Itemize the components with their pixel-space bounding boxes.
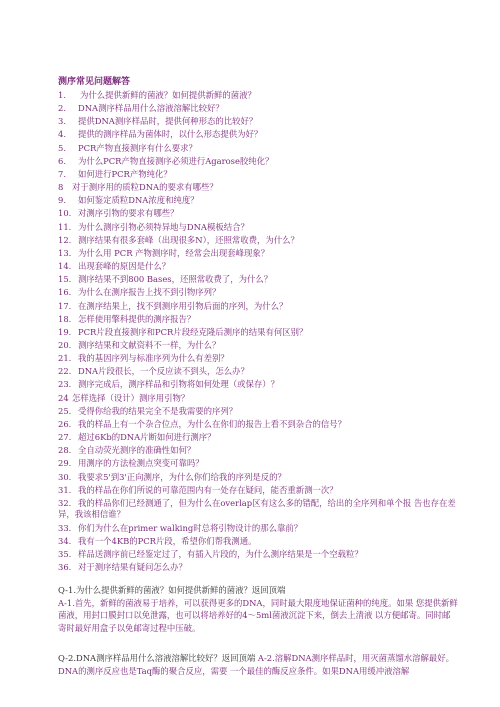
question-text[interactable]: 提供的测序样品为菌体时，以什么形态提供为好？ [78, 129, 263, 140]
question-number: 13. [58, 247, 72, 258]
question-text[interactable]: 测序结果不到800 Bases，还照常收费了，为什么？ [78, 274, 273, 285]
question-number: 1. [58, 90, 66, 100]
question-text[interactable]: 怎样使用擎科提供的测序报告？ [78, 313, 196, 324]
question-list-item[interactable] [58, 457, 458, 470]
question-list-item[interactable] [58, 378, 458, 391]
document-page [58, 76, 458, 677]
question-number: 20. [58, 339, 72, 350]
question-list-item[interactable] [58, 405, 458, 418]
question-list-item[interactable] [58, 392, 458, 405]
question-text[interactable]: 提供DNA测序样品时，提供何种形态的比较好？ [78, 116, 258, 127]
question-text[interactable]: 样品送测序前已经鉴定过了，有插入片段的，为什么测序结果是一个空载粒？ [78, 549, 363, 560]
question-list-item[interactable] [58, 181, 458, 194]
question-number: 10. [58, 208, 72, 219]
question-text[interactable]: 为什么用 PCR 产物测序时，经常会出现套峰现象？ [78, 247, 270, 258]
question-list-item[interactable] [58, 102, 458, 115]
question-list-item[interactable] [58, 548, 458, 561]
question-number: 12. [58, 234, 72, 245]
question-list-item[interactable] [58, 471, 458, 484]
question-number: 18. [58, 313, 72, 324]
question-number: 26. [58, 418, 72, 429]
question-text[interactable]: 我要求5'到3'正向测序，为什么你们给我的序列是反的？ [78, 471, 286, 482]
question-text[interactable]: 怎样选择（设计）测序用引物？ [72, 392, 190, 403]
question-text[interactable]: 对测序引物的要求有哪些？ [78, 208, 179, 219]
question-number: 3. [58, 116, 66, 127]
question-number: 28. [58, 445, 72, 456]
question-text[interactable]: 为什么测序引物必须特异地与DNA模板结合？ [78, 221, 249, 232]
question-number: 25. [58, 405, 72, 416]
answer-block-1 [58, 584, 458, 634]
question-list-item[interactable] [58, 89, 458, 102]
question-list-item[interactable] [58, 247, 458, 260]
question-list-item[interactable] [58, 286, 458, 299]
question-list-item[interactable] [58, 142, 458, 155]
question-text[interactable]: 测序结果有很多套峰（出现很多N），还照常收费，为什么？ [78, 234, 299, 245]
question-list-item[interactable] [58, 115, 458, 128]
question-number: 31. [58, 484, 72, 495]
question-list-item[interactable] [58, 339, 458, 352]
question-text[interactable]: DNA测序样品用什么溶液溶解比较好？ [78, 103, 224, 114]
question-number: 15. [58, 274, 72, 285]
question-number: 16. [58, 287, 72, 298]
question-list-item[interactable] [58, 221, 458, 234]
question-list-item[interactable] [58, 207, 458, 220]
question-list-item[interactable] [58, 234, 458, 247]
question-number: 17. [58, 300, 72, 311]
question-list-item[interactable] [58, 522, 458, 535]
question-text[interactable]: 为什么在测序报告上找不到引物序列？ [78, 287, 221, 298]
question-number: 8 [58, 182, 64, 193]
question-text[interactable]: 对于测序用的质粒DNA的要求有哪些？ [72, 182, 218, 193]
question-list-item[interactable] [58, 194, 458, 207]
question-list-item[interactable] [58, 313, 458, 326]
question-list-item[interactable] [58, 352, 458, 365]
question-text[interactable]: 对于测序结果有疑问怎么办？ [78, 562, 187, 573]
question-text[interactable]: 为什么提供新鲜的菌液？如何提供新鲜的菌液？ [80, 90, 256, 100]
question-list-item[interactable] [58, 273, 458, 286]
question-number: 33. [58, 522, 72, 533]
question-text[interactable]: PCR片段直接测序和PCR片段经克隆后测序的结果有何区别？ [78, 326, 308, 337]
question-text[interactable]: 测序完成后，测序样品和引物将如何处理（或保存）？ [78, 379, 279, 390]
question-text[interactable]: 我的样品你们已经测通了，但为什么在overlap区有这么多的错配，给出的全序列和单个报 告也存在差异，我该相信谁？ [58, 497, 456, 519]
answer-text-2: A-2.溶解DNA测序样品时，用灭菌蒸馏水溶解最好。DNA的测序反应也是Taq酶的聚合反应，需要 一个最佳的酶反应条件。如果DNA用缓冲液溶解 [58, 653, 454, 676]
question-text[interactable]: 全自动荧光测序的准确性如何？ [78, 445, 196, 456]
answer-question-1: Q-1.为什么提供新鲜的菌液？如何提供新鲜的菌液？返回顶端 [58, 585, 286, 596]
question-number: 30. [58, 471, 72, 482]
question-list-item[interactable] [58, 260, 458, 273]
question-text[interactable]: 测序结果和文献资料不一样，为什么？ [78, 339, 221, 350]
question-list-item[interactable] [58, 326, 458, 339]
question-number: 35. [58, 549, 72, 560]
answer-question-2: Q-2.DNA测序样品用什么溶液溶解比较好？返回顶端 [58, 653, 256, 664]
question-number: 32. [58, 497, 72, 508]
question-text[interactable]: 如何鉴定质粒DNA浓度和纯度？ [78, 195, 199, 206]
question-list-item[interactable] [58, 300, 458, 313]
question-number: 21. [58, 353, 72, 364]
question-text[interactable]: 如何进行PCR产物纯化？ [78, 168, 172, 179]
question-list-item[interactable] [58, 498, 458, 520]
question-number: 5. [58, 142, 66, 153]
question-number: 23. [58, 379, 72, 390]
question-text[interactable]: 我的样品在你们所说的可靠范围内有一处存在疑问，能否重新测一次？ [78, 484, 338, 495]
question-text[interactable]: 用测序的方法检测点突变可靠吗？ [78, 458, 204, 469]
question-list-item[interactable] [58, 168, 458, 181]
question-number: 4. [58, 129, 66, 140]
question-text[interactable]: 出现套峰的原因是什么？ [78, 261, 171, 272]
question-list-item[interactable] [58, 484, 458, 497]
question-text[interactable]: 超过6Kb的DNA片断如何进行测序？ [78, 432, 216, 443]
question-text[interactable]: 受得你给我的结果完全不是我需要的序列？ [78, 405, 238, 416]
question-text[interactable]: 你们为什么在primer walking时总将引物设计的那么靠前？ [78, 522, 303, 533]
question-text[interactable]: 为什么PCR产物直接测序必须进行Agarose胶纯化？ [78, 155, 274, 166]
question-list-item[interactable] [58, 128, 458, 141]
question-list-item[interactable] [58, 561, 458, 574]
question-number: 6. [58, 155, 66, 166]
question-list-item[interactable] [58, 431, 458, 444]
question-number: 29. [58, 458, 72, 469]
question-text[interactable]: PCR产物直接测序有什么要求？ [78, 142, 197, 153]
question-text[interactable]: 我的样品上有一个杂合位点，为什么在你们的报告上看不到杂合的信号？ [78, 418, 346, 429]
question-number: 22. [58, 366, 72, 377]
question-text[interactable]: DNA片段很长，一个反应读不到头，怎么办？ [78, 366, 249, 377]
question-list-item[interactable] [58, 418, 458, 431]
question-text[interactable]: 在测序结果上，找不到测序用引物后面的序列，为什么？ [78, 300, 288, 311]
question-number: 24 [58, 392, 69, 403]
question-number: 27. [58, 432, 72, 443]
question-text[interactable]: 我有一个4KB的PCR片段，希望你们帮我测通。 [78, 536, 257, 546]
answer-block-2 [58, 652, 458, 677]
document-title: 测序常见问题解答 [58, 77, 131, 87]
question-list-item[interactable] [58, 535, 458, 548]
question-number: 9. [58, 195, 66, 206]
question-number: 19. [58, 326, 72, 337]
question-list-item[interactable] [58, 365, 458, 378]
question-number: 7. [58, 168, 66, 179]
question-number: 36. [58, 562, 72, 573]
question-text[interactable]: 我的基因序列与标准序列为什么有差别？ [78, 353, 229, 364]
question-list-item[interactable] [58, 444, 458, 457]
answer-text-1: A-1.首先，新鲜的菌液易于培养，可以获得更多的DNA，同时最大限度地保证菌种的纯度。如果 您提供新鲜菌液，用封口膜封口以免泄露，也可以将培养好的4～5ml菌液沉淀下来，倒去上清液 以方便邮寄。同时邮寄时最好用盒子以免邮寄过程中压破。 [58, 597, 458, 633]
question-number: 14. [58, 261, 72, 272]
question-list [58, 89, 458, 574]
question-number: 34. [58, 536, 72, 546]
question-list-item[interactable] [58, 155, 458, 168]
question-number: 11. [58, 221, 72, 232]
question-number: 2. [58, 103, 66, 114]
